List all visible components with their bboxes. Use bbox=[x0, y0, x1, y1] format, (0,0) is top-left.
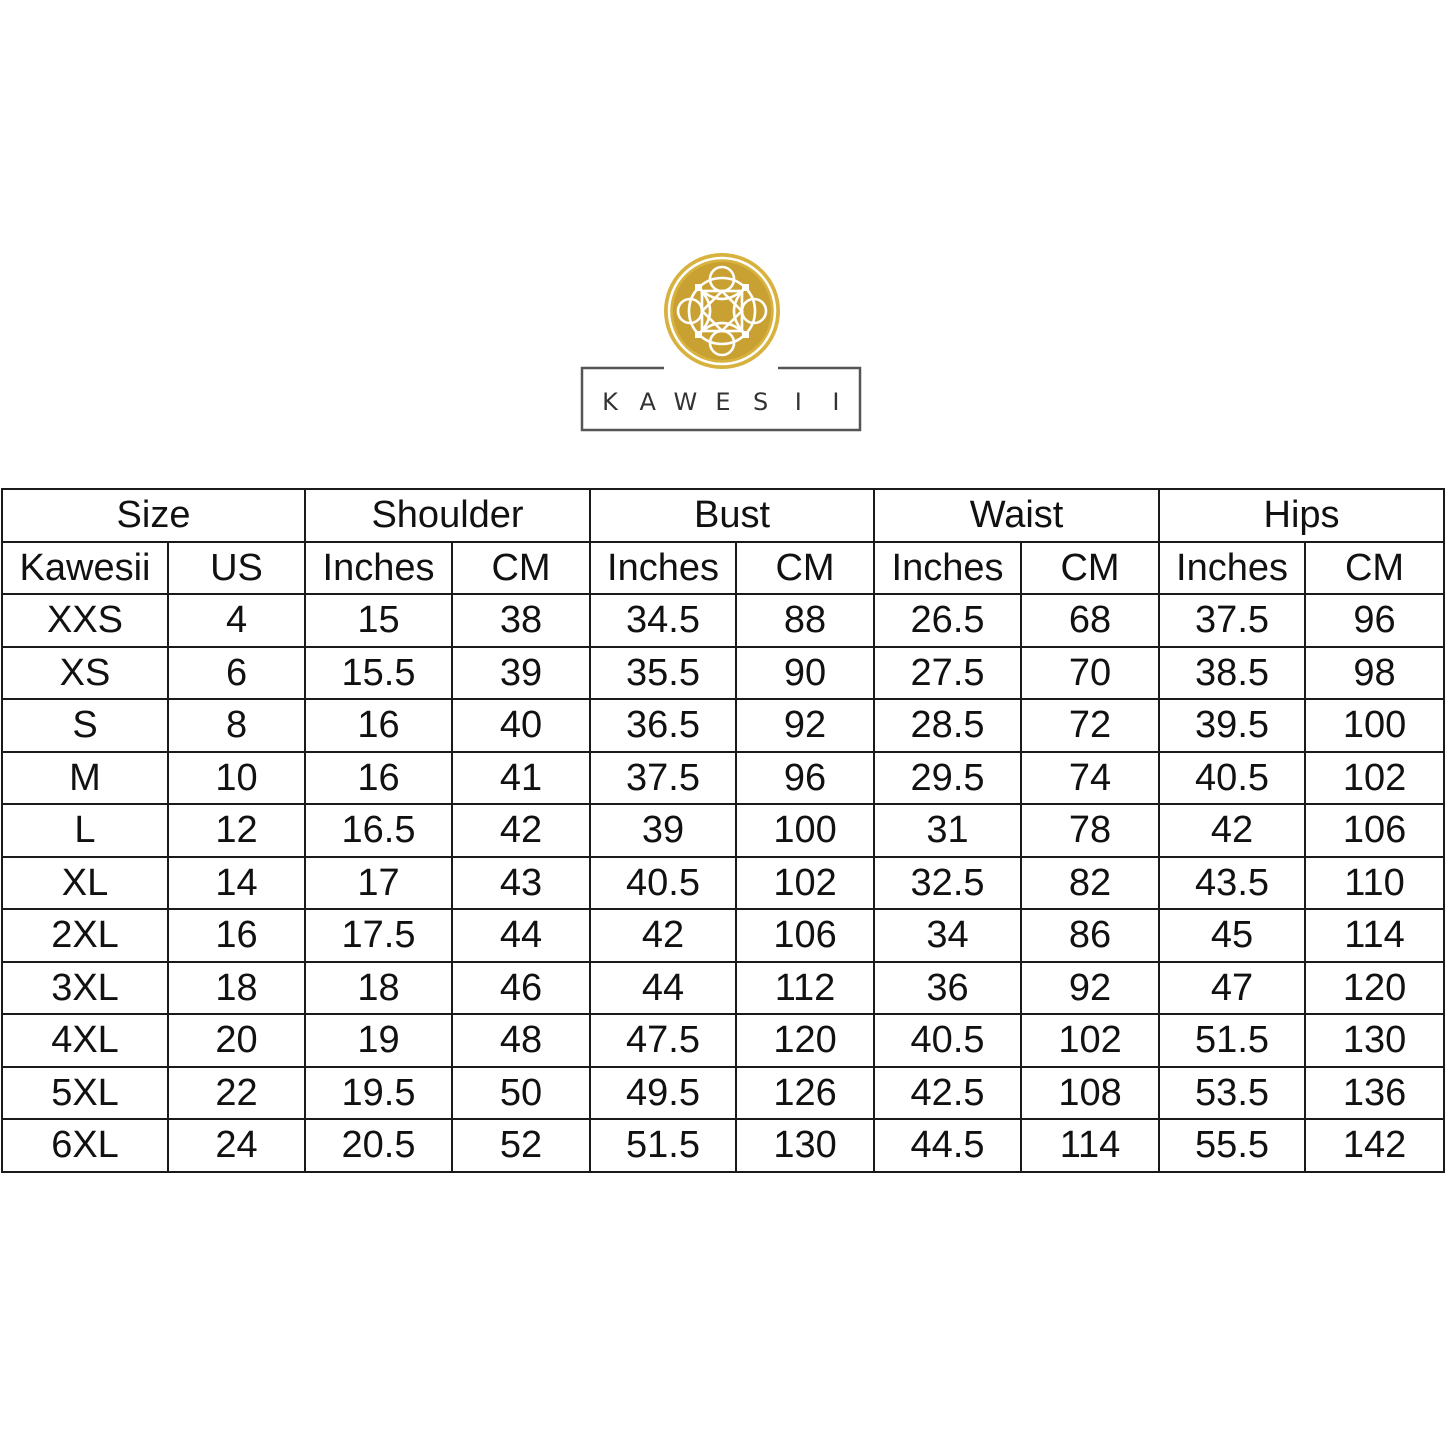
brand-letter: E bbox=[715, 388, 731, 416]
table-cell: XL bbox=[2, 857, 168, 910]
table-cell: 40.5 bbox=[590, 857, 736, 910]
size-chart-table bbox=[1, 488, 1445, 1173]
table-cell: 68 bbox=[1021, 594, 1159, 647]
table-cell: 43 bbox=[452, 857, 590, 910]
table-cell: 43.5 bbox=[1159, 857, 1305, 910]
table-cell: 47.5 bbox=[590, 1014, 736, 1067]
table-cell: 48 bbox=[452, 1014, 590, 1067]
table-cell: 37.5 bbox=[590, 752, 736, 805]
brand-wordmark bbox=[598, 380, 848, 424]
table-cell: 106 bbox=[1305, 804, 1444, 857]
subheader-waist-inches: Inches bbox=[874, 542, 1021, 595]
table-cell: 40.5 bbox=[874, 1014, 1021, 1067]
table-cell: S bbox=[2, 699, 168, 752]
table-cell: 20 bbox=[168, 1014, 305, 1067]
subheader-us: US bbox=[168, 542, 305, 595]
table-cell: 16 bbox=[168, 909, 305, 962]
table-cell: 12 bbox=[168, 804, 305, 857]
table-cell: 55.5 bbox=[1159, 1119, 1305, 1172]
table-cell: 110 bbox=[1305, 857, 1444, 910]
table-cell: 46 bbox=[452, 962, 590, 1015]
table-cell: XS bbox=[2, 647, 168, 700]
table-cell: 112 bbox=[736, 962, 874, 1015]
table-cell: 42 bbox=[1159, 804, 1305, 857]
table-cell: 53.5 bbox=[1159, 1067, 1305, 1120]
table-cell: 142 bbox=[1305, 1119, 1444, 1172]
table-cell: 27.5 bbox=[874, 647, 1021, 700]
header-bust: Bust bbox=[590, 489, 874, 542]
table-cell: 96 bbox=[1305, 594, 1444, 647]
table-cell: 90 bbox=[736, 647, 874, 700]
table-cell: 19.5 bbox=[305, 1067, 452, 1120]
table-cell: 102 bbox=[1021, 1014, 1159, 1067]
table-cell: 5XL bbox=[2, 1067, 168, 1120]
table-cell: 114 bbox=[1021, 1119, 1159, 1172]
table-cell: 4XL bbox=[2, 1014, 168, 1067]
table-cell: 18 bbox=[168, 962, 305, 1015]
header-size: Size bbox=[2, 489, 305, 542]
brand-letter: A bbox=[639, 388, 656, 416]
table-cell: 100 bbox=[1305, 699, 1444, 752]
table-cell: 120 bbox=[736, 1014, 874, 1067]
table-cell: 88 bbox=[736, 594, 874, 647]
subheader-bust-cm: CM bbox=[736, 542, 874, 595]
table-cell: 42 bbox=[590, 909, 736, 962]
table-cell: 40 bbox=[452, 699, 590, 752]
table-row bbox=[2, 1067, 1444, 1120]
table-cell: 96 bbox=[736, 752, 874, 805]
table-cell: 102 bbox=[1305, 752, 1444, 805]
table-cell: 20.5 bbox=[305, 1119, 452, 1172]
header-waist: Waist bbox=[874, 489, 1159, 542]
table-cell: 102 bbox=[736, 857, 874, 910]
table-cell: 17.5 bbox=[305, 909, 452, 962]
subheader-hips-cm: CM bbox=[1305, 542, 1444, 595]
table-cell: 28.5 bbox=[874, 699, 1021, 752]
table-cell: M bbox=[2, 752, 168, 805]
table-cell: 47 bbox=[1159, 962, 1305, 1015]
table-cell: 92 bbox=[1021, 962, 1159, 1015]
table-row bbox=[2, 752, 1444, 805]
table-cell: 38.5 bbox=[1159, 647, 1305, 700]
table-cell: 44 bbox=[590, 962, 736, 1015]
subheader-shoulder-inches: Inches bbox=[305, 542, 452, 595]
header-shoulder: Shoulder bbox=[305, 489, 590, 542]
table-cell: 6XL bbox=[2, 1119, 168, 1172]
table-cell: 51.5 bbox=[1159, 1014, 1305, 1067]
table-row bbox=[2, 1014, 1444, 1067]
table-cell: 92 bbox=[736, 699, 874, 752]
table-cell: 18 bbox=[305, 962, 452, 1015]
table-cell: 49.5 bbox=[590, 1067, 736, 1120]
table-cell: 38 bbox=[452, 594, 590, 647]
table-cell: 35.5 bbox=[590, 647, 736, 700]
table-cell: 2XL bbox=[2, 909, 168, 962]
table-cell: 31 bbox=[874, 804, 1021, 857]
table-cell: 52 bbox=[452, 1119, 590, 1172]
table-cell: 42 bbox=[452, 804, 590, 857]
table-cell: 10 bbox=[168, 752, 305, 805]
table-cell: 86 bbox=[1021, 909, 1159, 962]
table-row bbox=[2, 594, 1444, 647]
table-cell: 19 bbox=[305, 1014, 452, 1067]
table-cell: 70 bbox=[1021, 647, 1159, 700]
group-header-row bbox=[2, 489, 1444, 542]
subheader-kawesii: Kawesii bbox=[2, 542, 168, 595]
brand-letter: I bbox=[794, 388, 802, 416]
table-cell: 22 bbox=[168, 1067, 305, 1120]
table-cell: 39.5 bbox=[1159, 699, 1305, 752]
brand-letter: I bbox=[832, 388, 840, 416]
table-row bbox=[2, 804, 1444, 857]
brand-logo bbox=[580, 252, 864, 434]
table-cell: 14 bbox=[168, 857, 305, 910]
table-cell: 100 bbox=[736, 804, 874, 857]
table-cell: 108 bbox=[1021, 1067, 1159, 1120]
table-cell: 16 bbox=[305, 752, 452, 805]
table-cell: 45 bbox=[1159, 909, 1305, 962]
table-cell: 51.5 bbox=[590, 1119, 736, 1172]
table-cell: 16.5 bbox=[305, 804, 452, 857]
table-cell: 41 bbox=[452, 752, 590, 805]
table-row bbox=[2, 1119, 1444, 1172]
table-cell: 78 bbox=[1021, 804, 1159, 857]
table-cell: 98 bbox=[1305, 647, 1444, 700]
table-cell: 114 bbox=[1305, 909, 1444, 962]
table-cell: 15.5 bbox=[305, 647, 452, 700]
table-row bbox=[2, 962, 1444, 1015]
table-cell: 44.5 bbox=[874, 1119, 1021, 1172]
table-cell: 26.5 bbox=[874, 594, 1021, 647]
table-cell: 40.5 bbox=[1159, 752, 1305, 805]
table-cell: 39 bbox=[590, 804, 736, 857]
table-cell: 106 bbox=[736, 909, 874, 962]
table-cell: 4 bbox=[168, 594, 305, 647]
table-cell: 34 bbox=[874, 909, 1021, 962]
table-row bbox=[2, 647, 1444, 700]
table-cell: 32.5 bbox=[874, 857, 1021, 910]
subheader-waist-cm: CM bbox=[1021, 542, 1159, 595]
table-cell: L bbox=[2, 804, 168, 857]
table-cell: 50 bbox=[452, 1067, 590, 1120]
table-cell: 24 bbox=[168, 1119, 305, 1172]
table-cell: 8 bbox=[168, 699, 305, 752]
table-cell: 82 bbox=[1021, 857, 1159, 910]
table-row bbox=[2, 699, 1444, 752]
table-cell: 37.5 bbox=[1159, 594, 1305, 647]
table-cell: XXS bbox=[2, 594, 168, 647]
table-cell: 6 bbox=[168, 647, 305, 700]
table-cell: 15 bbox=[305, 594, 452, 647]
table-cell: 16 bbox=[305, 699, 452, 752]
table-cell: 39 bbox=[452, 647, 590, 700]
brand-letter: K bbox=[602, 388, 618, 416]
table-row bbox=[2, 909, 1444, 962]
table-cell: 17 bbox=[305, 857, 452, 910]
table-cell: 44 bbox=[452, 909, 590, 962]
table-cell: 72 bbox=[1021, 699, 1159, 752]
subheader-shoulder-cm: CM bbox=[452, 542, 590, 595]
table-cell: 36.5 bbox=[590, 699, 736, 752]
brand-letter: W bbox=[673, 388, 698, 416]
sub-header-row bbox=[2, 542, 1444, 595]
subheader-bust-inches: Inches bbox=[590, 542, 736, 595]
table-cell: 3XL bbox=[2, 962, 168, 1015]
table-cell: 136 bbox=[1305, 1067, 1444, 1120]
subheader-hips-inches: Inches bbox=[1159, 542, 1305, 595]
table-cell: 126 bbox=[736, 1067, 874, 1120]
table-cell: 29.5 bbox=[874, 752, 1021, 805]
table-row bbox=[2, 857, 1444, 910]
table-cell: 34.5 bbox=[590, 594, 736, 647]
brand-letter: S bbox=[753, 388, 769, 416]
table-cell: 42.5 bbox=[874, 1067, 1021, 1120]
table-cell: 36 bbox=[874, 962, 1021, 1015]
table-cell: 74 bbox=[1021, 752, 1159, 805]
table-cell: 130 bbox=[1305, 1014, 1444, 1067]
table-cell: 120 bbox=[1305, 962, 1444, 1015]
header-hips: Hips bbox=[1159, 489, 1444, 542]
table-cell: 130 bbox=[736, 1119, 874, 1172]
